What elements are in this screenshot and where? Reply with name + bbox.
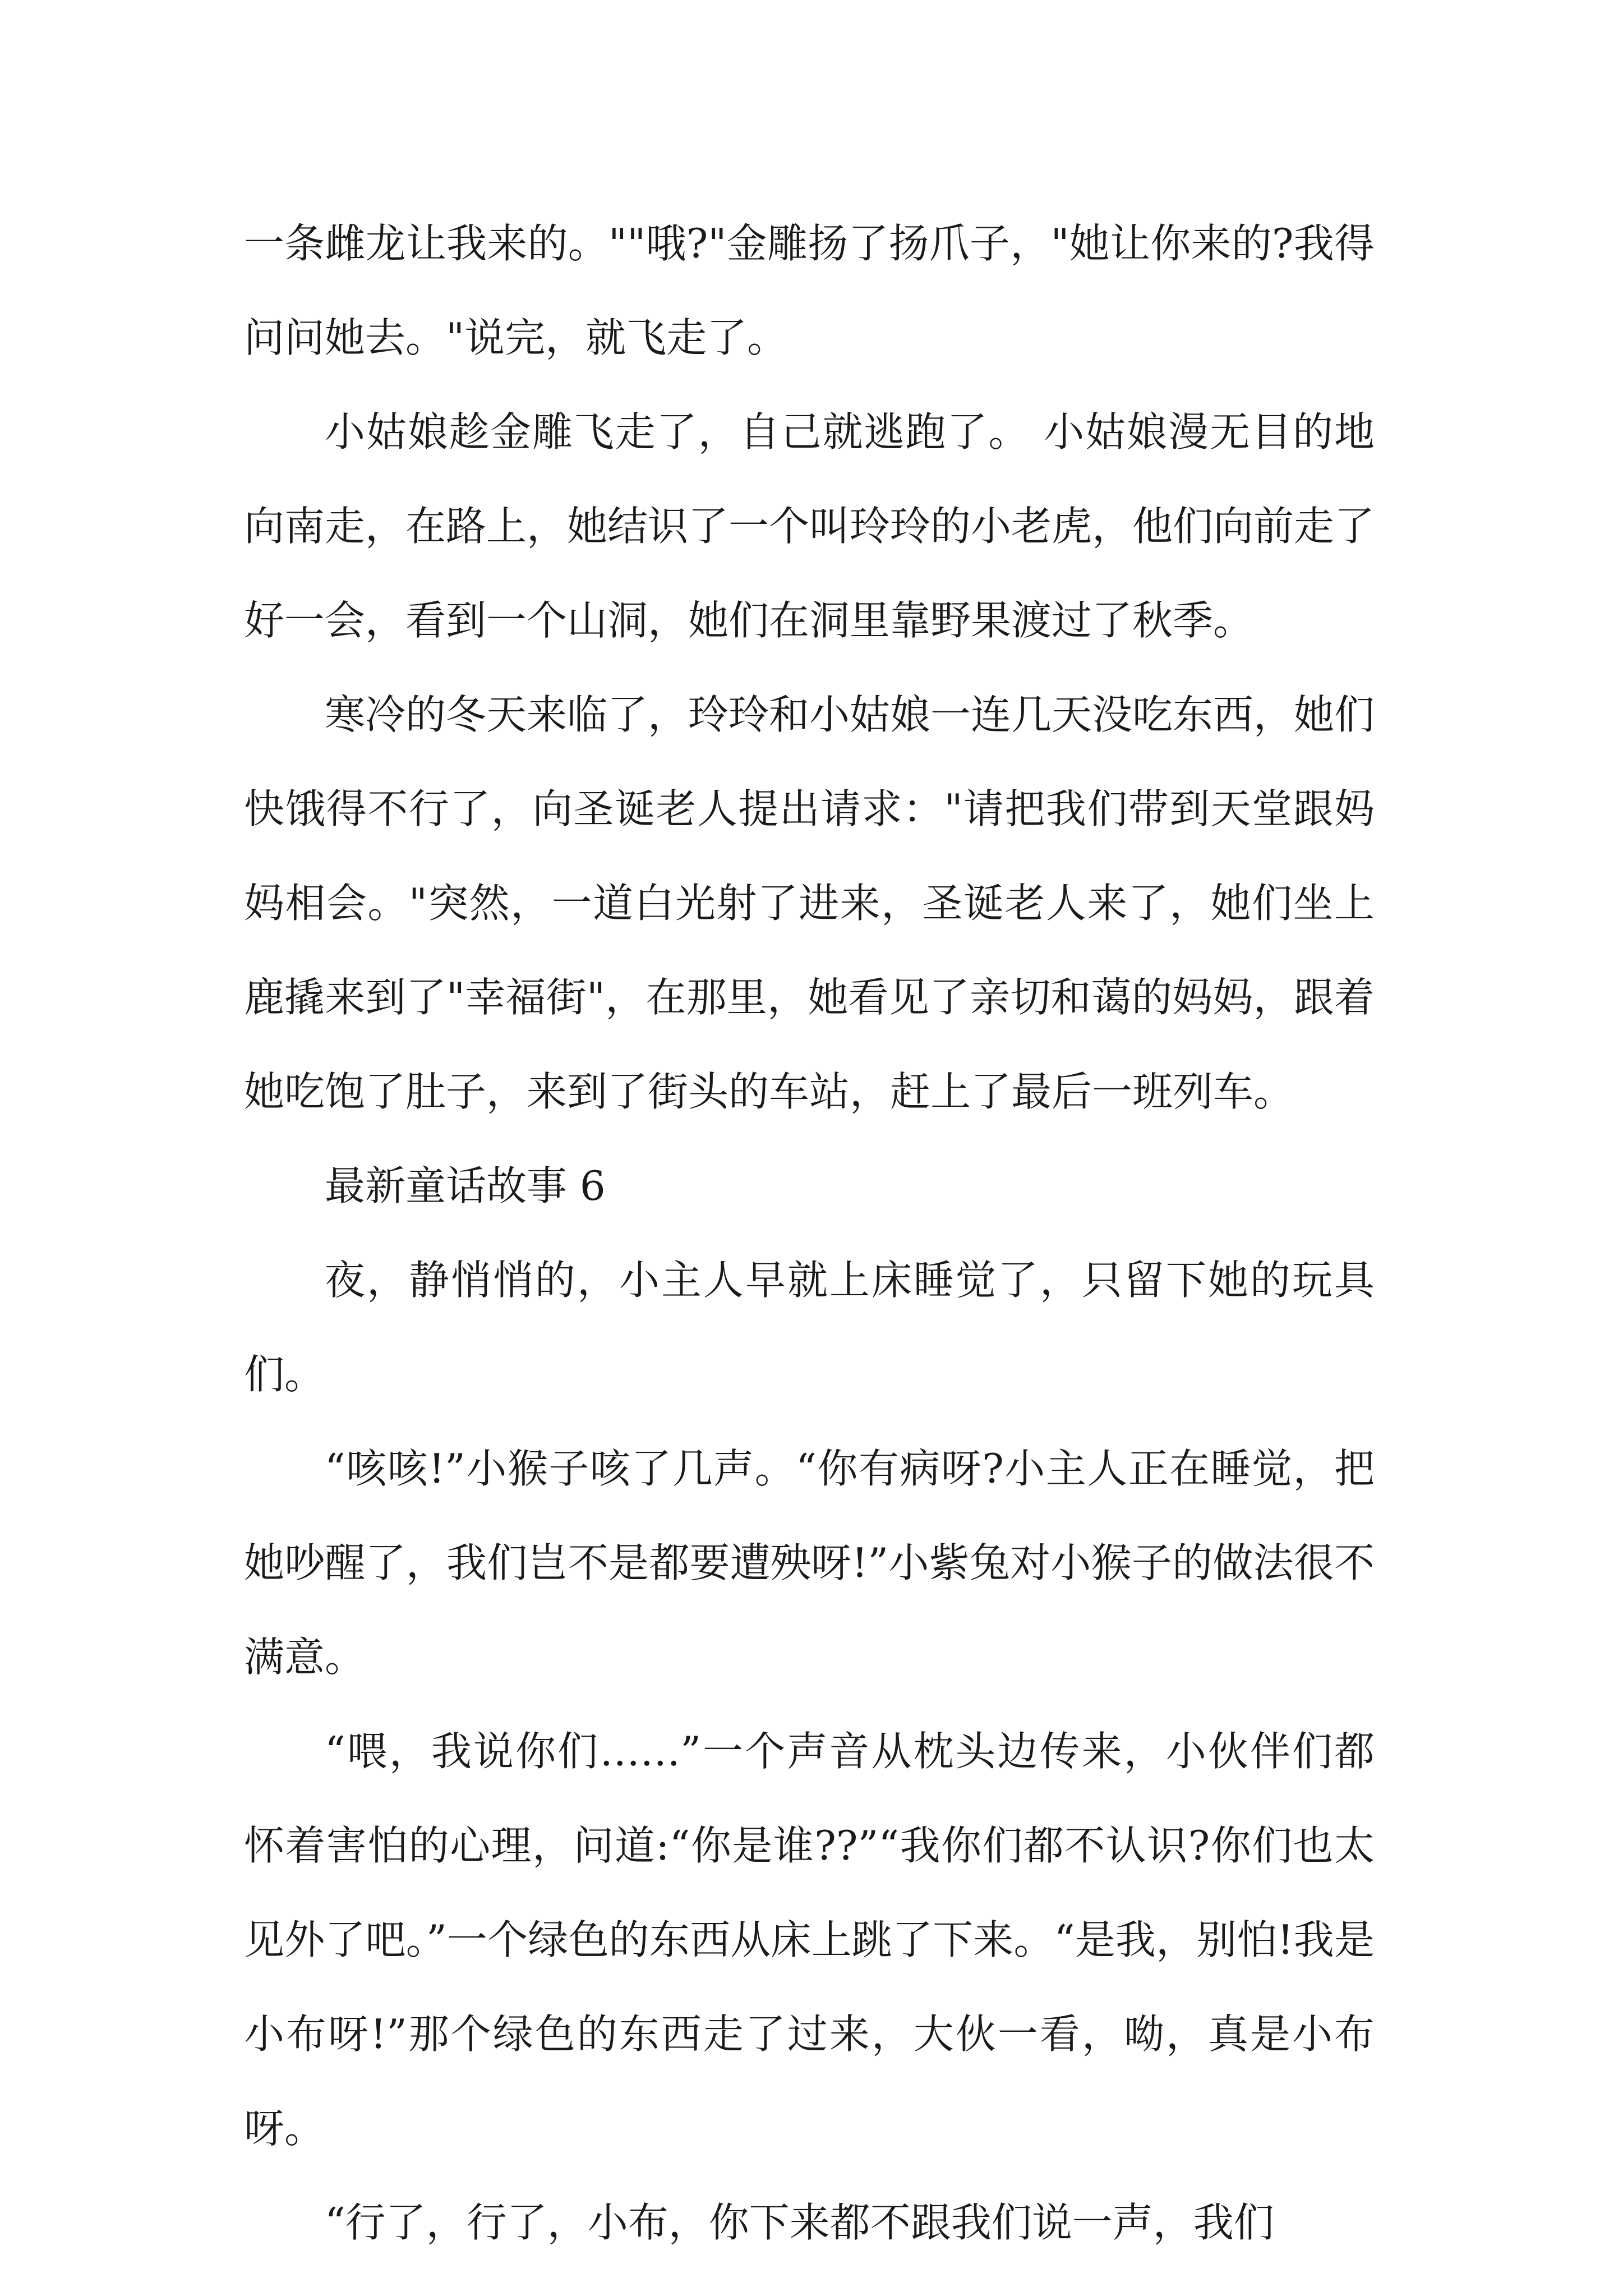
- paragraph-1: 一条雌龙让我来的。""哦?"金雕扬了扬爪子，"她让你来的?我得问问她去。"说完，就飞走了。: [244, 220, 1375, 361]
- paragraph-7: “喂，我说你们……”一个声音从枕头边传来，小伙伴们都怀着害怕的心理，问道:“你是谁??”“我你们都不认识?你们也太见外了吧。”一个绿色的东西从床上跳了下来。“是我，别怕!我是小布呀!”那个绿色的东西走了过来，大伙一看，呦，真是小布呀。: [244, 1728, 1375, 2152]
- paragraph-3: 寒冷的冬天来临了，玲玲和小姑娘一连几天没吃东西，她们快饿得不行了，向圣诞老人提出请求："请把我们带到天堂跟妈妈相会。"突然，一道白光射了进来，圣诞老人来了，她们坐上鹿撬来到了"幸福街"，在那里，她看见了亲切和蔼的妈妈，跟着她吃饱了肚子，来到了街头的车站，赶上了最后一班列车。: [244, 691, 1375, 1115]
- paragraph-6: “咳咳!”小猴子咳了几声。“你有病呀?小主人正在睡觉，把她吵醒了，我们岂不是都要遭殃呀!”小紫兔对小猴子的做法很不满意。: [244, 1445, 1375, 1681]
- paragraph-2: 小姑娘趁金雕飞走了，自己就逃跑了。 小姑娘漫无目的地向南走，在路上，她结识了一个叫玲玲的小老虎，他们向前走了好一会，看到一个山洞，她们在洞里靠野果渡过了秋季。: [244, 408, 1375, 644]
- section-heading: 最新童话故事 6: [325, 1162, 606, 1209]
- paragraph-8: “行了，行了，小布，你下来都不跟我们说一声，我们: [325, 2199, 1274, 2246]
- story-text: [244, 196, 1375, 2270]
- paragraph-5: 夜，静悄悄的，小主人早就上床睡觉了，只留下她的玩具们。: [244, 1257, 1375, 1398]
